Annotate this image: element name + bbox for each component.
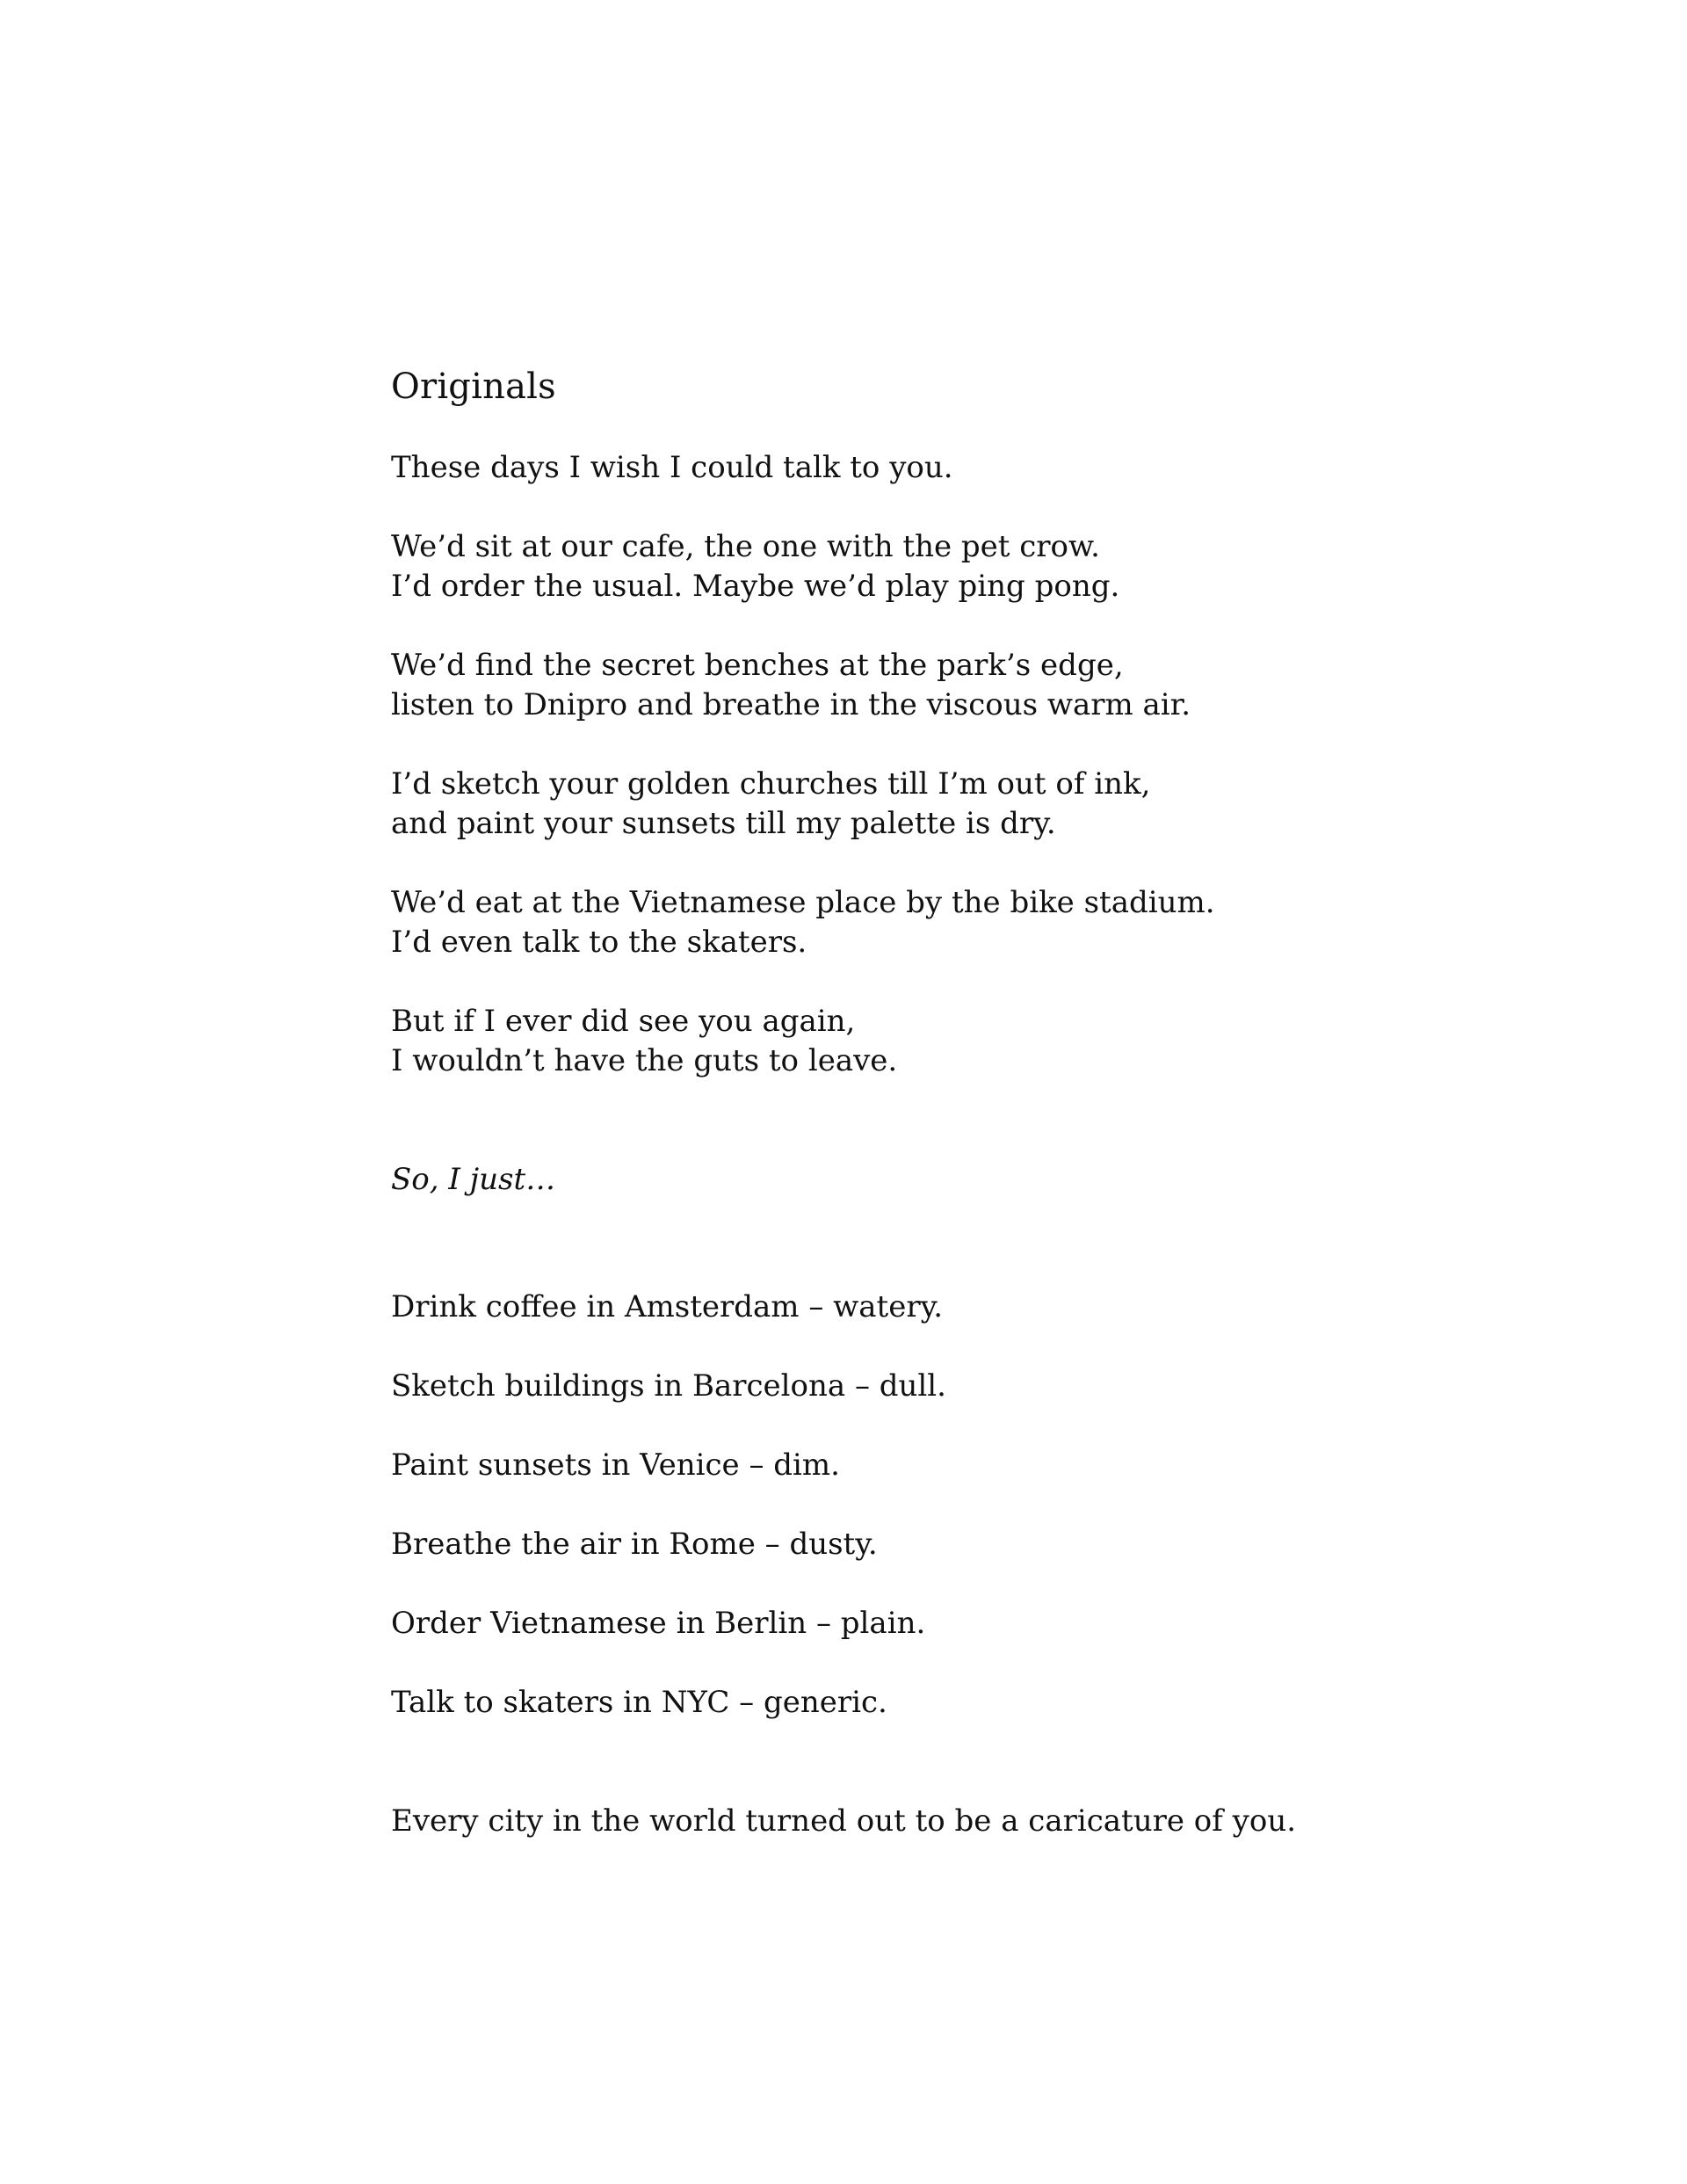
poem-line: listen to Dnipro and breathe in the viscous warm air.	[391, 687, 1191, 722]
poem-title: Originals	[391, 366, 556, 407]
list-item: Order Vietnamese in Berlin – plain.	[391, 1606, 926, 1641]
list-item: Talk to skaters in NYC – generic.	[391, 1685, 887, 1720]
poem-line: We’d sit at our cafe, the one with the pet crow.	[391, 529, 1100, 564]
stanza-1	[391, 448, 1604, 488]
interlude-line: So, I just…	[391, 1162, 556, 1197]
list-item: Breathe the air in Rome – dusty.	[391, 1527, 878, 1562]
poem-line: I’d sketch your golden churches till I’m out of ink,	[391, 766, 1151, 802]
poem-line: I’d order the usual. Maybe we’d play ping pong.	[391, 569, 1120, 604]
stanza-3	[391, 646, 1604, 725]
poem-line: and paint your sunsets till my palette is dry.	[391, 806, 1056, 841]
closing-line: Every city in the world turned out to be a caricature of you.	[391, 1803, 1297, 1839]
list-item: Drink coffee in Amsterdam – watery.	[391, 1289, 944, 1324]
stanza-6	[391, 1002, 1604, 1081]
stanza-5	[391, 883, 1604, 962]
poem-line: These days I wish I could talk to you.	[391, 450, 953, 485]
list-item: Paint sunsets in Venice – dim.	[391, 1448, 840, 1483]
poem-line: I’d even talk to the skaters.	[391, 925, 807, 960]
poem-line: We’d find the secret benches at the park’s edge,	[391, 648, 1124, 683]
poem-line: But if I ever did see you again,	[391, 1004, 856, 1039]
stanza-2	[391, 527, 1604, 606]
stanza-4	[391, 765, 1604, 844]
poem-line: We’d eat at the Vietnamese place by the bike stadium.	[391, 885, 1215, 920]
poem-line: I wouldn’t have the guts to leave.	[391, 1043, 898, 1078]
list-item: Sketch buildings in Barcelona – dull.	[391, 1368, 946, 1404]
poem-body	[391, 360, 1604, 1841]
